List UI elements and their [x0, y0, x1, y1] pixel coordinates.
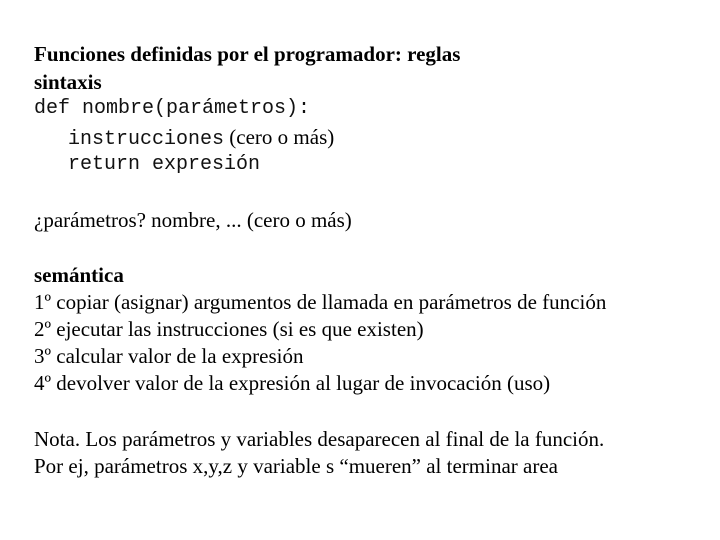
- code-instructions: instrucciones: [68, 128, 225, 151]
- code-instructions-line: [68, 125, 334, 152]
- semantics-step-2: 2º ejecutar las instrucciones (si es que existen): [34, 317, 424, 341]
- code-return-line: return expresión: [68, 153, 261, 176]
- syntax-heading: sintaxis: [34, 70, 102, 94]
- semantics-step-4: 4º devolver valor de la expresión al lugar de invocación (uso): [34, 371, 551, 395]
- title-line-1: Funciones definidas por el programador: reglas: [34, 42, 461, 66]
- semantics-step-1: 1º copiar (asignar) argumentos de llamada en parámetros de función: [34, 290, 607, 314]
- note-line-1: Nota. Los parámetros y variables desaparecen al final de la función.: [34, 427, 605, 451]
- semantics-step-3: 3º calcular valor de la expresión: [34, 344, 304, 368]
- note-line-2: Por ej, parámetros x,y,z y variable s “mueren” al terminar area: [34, 454, 558, 478]
- parameters-line: ¿parámetros? nombre, ... (cero o más): [34, 208, 352, 232]
- code-instructions-note: (cero o más): [229, 125, 335, 149]
- code-def-line: def nombre(parámetros):: [34, 97, 311, 120]
- semantics-heading: semántica: [34, 263, 124, 287]
